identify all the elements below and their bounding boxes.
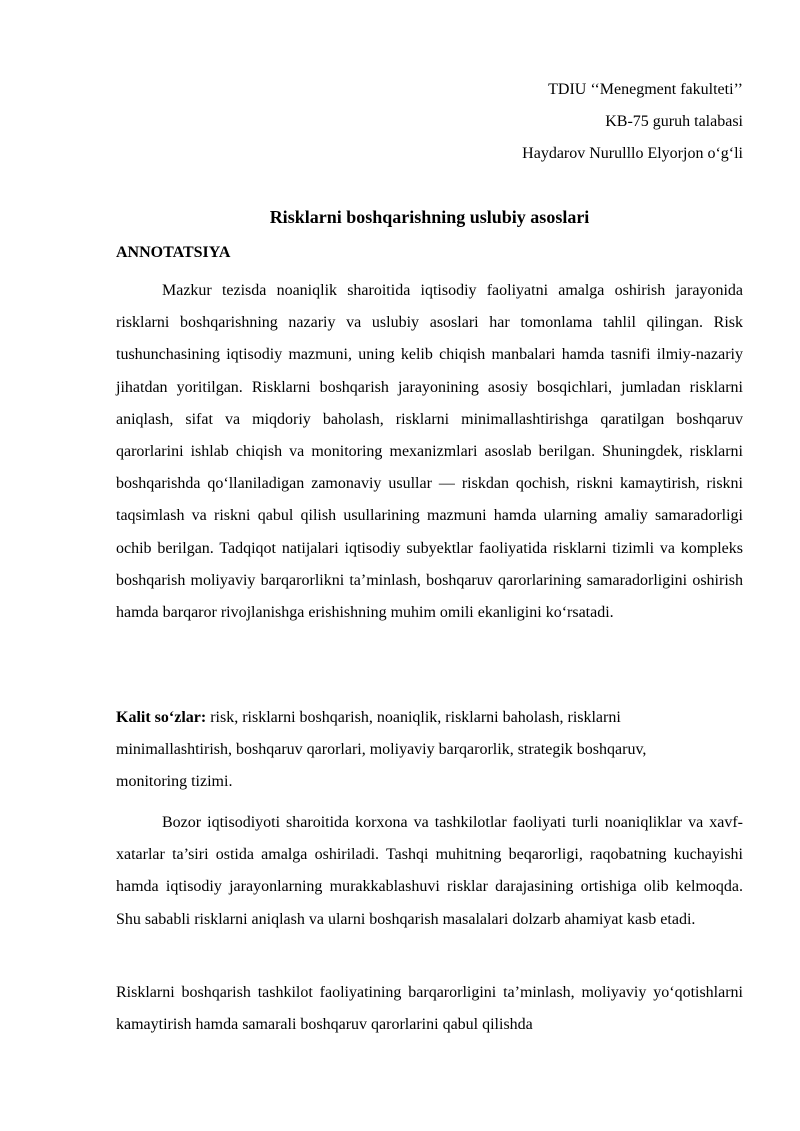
annotation-heading: ANNOTATSIYA <box>116 244 231 261</box>
author-info <box>522 74 743 170</box>
body-paragraph-2: Risklarni boshqarish tashkilot faoliyatining barqarorligini ta’minlash, moliyaviy yo‘qotishlarni kamaytirish hamda samarali boshqaruv qarorlarini qabul qilishda <box>116 984 743 1034</box>
document-title: Risklarni boshqarishning uslubiy asoslari <box>269 207 590 227</box>
group-line: KB-75 guruh talabasi <box>605 113 743 130</box>
body-paragraph-1: Bozor iqtisodiyoti sharoitida korxona va tashkilotlar faoliyati turli noaniqliklar va xavf-xatarlar ta’siri ostida amalga oshiriladi. Tashqi muhitning beqarorligi, raqobatning kuchayishi hamda iqtisodiy jarayonlarning murakkablashuvi risklar darajasining ortishiga olib kelmoqda. Shu sababli risklarni aniqlash va ularni boshqarish masalalari dolzarb ahamiyat kasb etadi. <box>116 814 743 928</box>
keywords-text: risk, risklarni boshqarish, noaniqlik, risklarni baholash, risklarni minimallashtirish, boshqaruv qarorlari, moliyaviy barqarorlik, strategik boshqaruv, monitoring tizimi. <box>116 709 647 791</box>
keywords-label: Kalit so‘zlar: <box>116 709 207 726</box>
keywords-paragraph <box>116 702 716 799</box>
faculty-line: TDIU ‘‘Menegment fakulteti’’ <box>548 81 743 98</box>
author-name: Haydarov Nurulllo Elyorjon o‘g‘li <box>522 145 743 162</box>
annotation-paragraph: Mazkur tezisda noaniqlik sharoitida iqtisodiy faoliyatni amalga oshirish jarayonida risklarni boshqarishning nazariy va uslubiy asoslari har tomonlama tahlil qilingan. Risk tushunchasining iqtisodiy mazmuni, uning kelib chiqish manbalari hamda tasnifi ilmiy-nazariy jihatdan yoritilgan. Risklarni boshqarish jarayonining asosiy bosqichlari, jumladan risklarni aniqlash, sifat va miqdoriy baholash, risklarni minimallashtirishga qaratilgan boshqaruv qarorlarini ishlab chiqish va monitoring mexanizmlari asoslab berilgan. Shuningdek, risklarni boshqarishda qo‘llaniladigan zamonaviy usullar — riskdan qochish, riskni kamaytirish, riskni taqsimlash va riskni qabul qilish usullarining mazmuni hamda ularning amaliy samaradorligi ochib berilgan. Tadqiqot natijalari iqtisodiy subyektlar faoliyatida risklarni tizimli va kompleks boshqarish moliyaviy barqarorlikni ta’minlash, boshqaruv qarorlarining samaradorligini oshirish hamda barqaror rivojlanishga erishishning muhim omili ekanligini ko‘rsatadi. <box>116 282 743 622</box>
